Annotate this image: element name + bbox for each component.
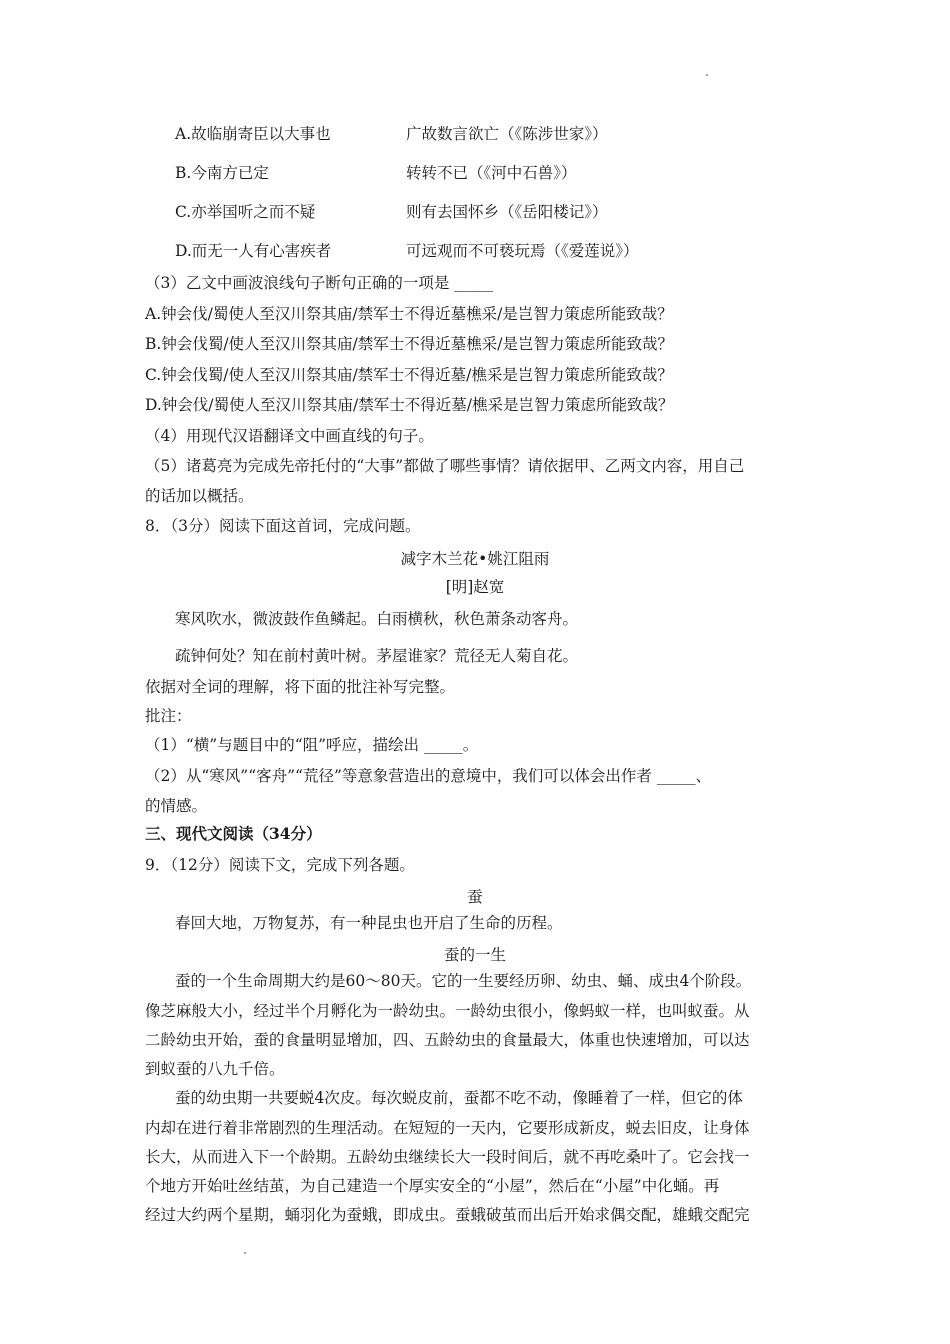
poem-line-1: 寒风吹水，微波鼓作鱼鳞起。白雨横秋，秋色萧条动客舟。 <box>175 610 579 628</box>
para1-line-1: 蚕的一个生命周期大约是60～80天。它的一生要经历卵、幼虫、蛹、成虫4个阶段。 <box>175 972 752 990</box>
option-b-right: 转转不已（《河中石兽》） <box>406 164 577 182</box>
question-5-line2: 的话加以概括。 <box>145 487 254 505</box>
question-9-header: 9．（12分）阅读下文，完成下列各题。 <box>145 856 415 874</box>
para2-line-1: 蚕的幼虫期一共要蜕4次皮。每次蜕皮前，蚕都不吃不动，像睡着了一样，但它的体 <box>175 1089 743 1107</box>
option-a-left: A.故临崩寄臣以大事也 <box>175 125 331 143</box>
poem-title: 减字木兰花•姚江阻雨 <box>400 550 550 568</box>
article-title: 蚕 <box>467 888 483 906</box>
option-c-right: 则有去国怀乡（《岳阳楼记》） <box>406 203 608 221</box>
option-c-left: C.亦举国听之而不疑 <box>175 203 316 221</box>
para2-line-4: 个地方开始吐丝结茧，为自己建造一个厚实安全的“小屋”，然后在“小屋”中化蛹。再 <box>145 1177 720 1195</box>
para2-line-5: 经过大约两个星期，蛹羽化为蚕蛾，即成虫。蚕蛾破茧而出后开始求偶交配，雄蛾交配完 <box>145 1206 750 1224</box>
option-d-left: D.而无一人有心害疾者 <box>175 242 332 260</box>
option-a-right: 广故数言欲亡（《陈涉世家》） <box>406 125 608 143</box>
question-5-line1: （5）诸葛亮为完成先帝托付的“大事”都做了哪些事情？请依据甲、乙两文内容，用自己 <box>145 457 745 475</box>
question-3: （3）乙文中画波浪线句子断句正确的一项是 _____ <box>145 274 494 292</box>
q3-choice-d: D.钟会伐/蜀使人至汉川祭其庙/禁军士不得近墓/樵采是岂智力策虑所能致哉？ <box>145 396 674 414</box>
q3-choice-c: C.钟会伐蜀/使人至汉川祭其庙/禁军士不得近墓/樵采是岂智力策虑所能致哉？ <box>145 366 673 384</box>
para2-line-3: 长大，从而进入下一个龄期。五龄幼虫继续长大一段时间后，就不再吃桑叶了。它会找一 <box>145 1148 750 1166</box>
footer-dot <box>244 1252 246 1254</box>
para1-line-3: 二龄幼虫开始，蚕的食量明显增加，四、五龄幼虫的食量最大，体重也快速增加，可以达 <box>145 1031 750 1049</box>
para1-line-2: 像芝麻般大小，经过半个月孵化为一龄幼虫。一龄幼虫很小，像蚂蚁一样，也叫蚁蚕。从 <box>145 1002 750 1020</box>
q3-choice-b: B.钟会伐蜀/使人至汉川祭其庙/禁军士不得近墓樵采/是岂智力策虑所能致哉？ <box>145 335 673 353</box>
annotation-2-line1: （2）从“寒风”“客舟”“荒径”等意象营造出的意境中，我们可以体会出作者 _____、 <box>145 767 712 785</box>
para1-line-4: 到蚁蚕的八九千倍。 <box>145 1060 285 1078</box>
annotation-1: （1）“横”与题目中的“阻”呼应，描绘出 _____。 <box>145 736 479 754</box>
option-b-left: B.今南方已定 <box>175 164 269 182</box>
question-8-header: 8．（3分）阅读下面这首词，完成问题。 <box>145 517 421 535</box>
question-4: （4）用现代汉语翻译文中画直线的句子。 <box>145 427 434 445</box>
annotation-2-line2: 的情感。 <box>145 797 208 815</box>
option-d-right: 可远观而不可亵玩焉（《爱莲说》） <box>406 242 639 260</box>
article-intro: 春回大地，万物复苏，有一种昆虫也开启了生命的历程。 <box>175 914 563 932</box>
section-3-heading: 三、现代文阅读（34分） <box>145 824 322 843</box>
article-subtitle: 蚕的一生 <box>443 946 506 964</box>
para2-line-2: 内却在进行着非常剧烈的生理活动。在短短的一天内，它要形成新皮，蜕去旧皮，让身体 <box>145 1119 750 1137</box>
annotation-label: 批注： <box>145 707 192 725</box>
q8-instruction: 依据对全词的理解，将下面的批注补写完整。 <box>145 678 456 696</box>
corner-dot <box>706 74 708 76</box>
poem-author: [明]赵宽 <box>445 578 505 596</box>
q3-choice-a: A.钟会伐/蜀使人至汉川祭其庙/禁军士不得近墓樵采/是岂智力策虑所能致哉？ <box>145 305 673 323</box>
poem-line-2: 疏钟何处？知在前村黄叶树。茅屋谁家？荒径无人菊自花。 <box>175 647 579 665</box>
